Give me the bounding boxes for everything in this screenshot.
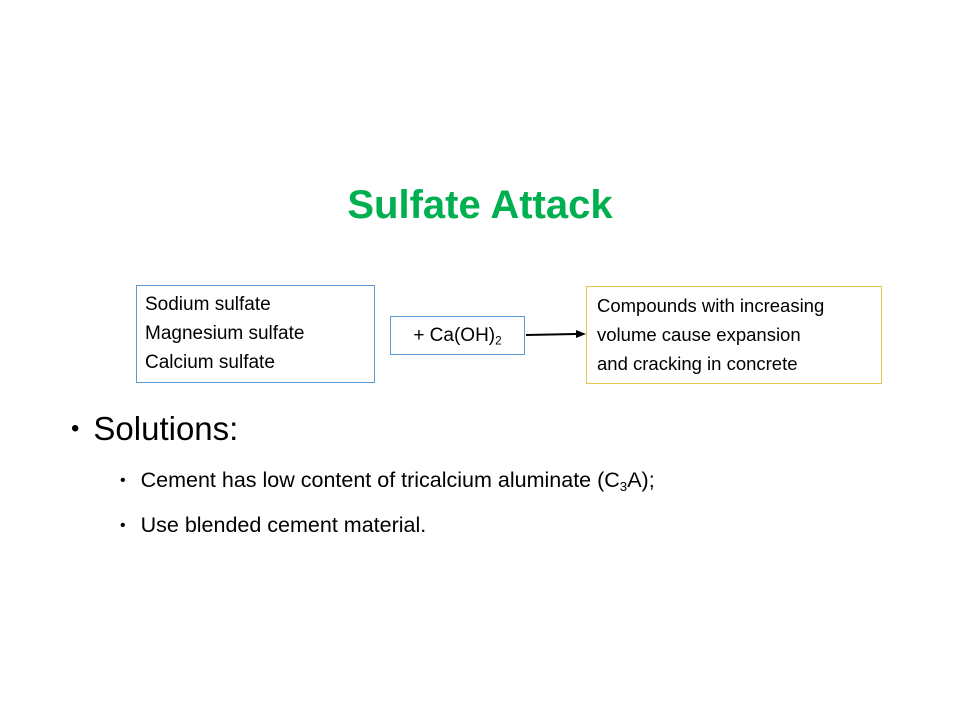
product-line: volume cause expansion [597,324,801,345]
reagent-text: + Ca(OH) [413,325,496,346]
reactants-box [136,285,375,383]
solutions-heading-text: Solutions: [93,410,239,447]
solution-item [120,468,655,493]
reactant-item: Calcium sulfate [145,352,275,373]
solution-item [120,513,426,538]
bullet-dot-icon: • [120,516,126,534]
bullet-dot-icon: • [120,471,126,489]
arrow-right-icon [520,320,590,350]
solutions-heading [71,410,238,448]
product-line: Compounds with increasing [597,295,825,316]
bullet-dot-icon: • [71,415,80,442]
solution-text: Cement has low content of tricalcium aluminate $(C_3A)$; [140,468,655,494]
products-box [586,286,882,384]
page-title: Sulfate Attack [347,183,613,227]
reagent-box [390,316,525,355]
solution-text: Use blended cement material. [140,513,427,537]
reagent-subscript: 2 [495,334,502,348]
product-line: and cracking in concrete [597,353,798,374]
reactant-item: Magnesium sulfate [145,323,305,344]
reactant-item: Sodium sulfate [145,294,271,315]
